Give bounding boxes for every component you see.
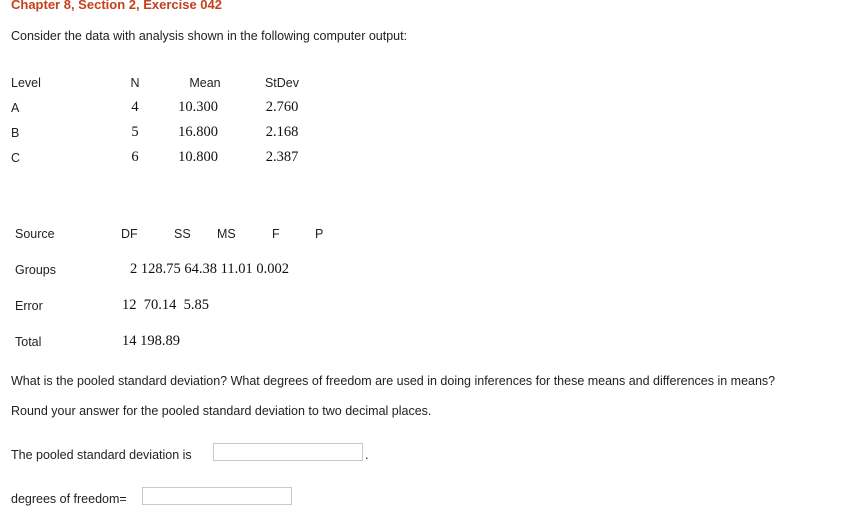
anova-header-p: P [315,227,324,241]
summary-header-n: N [130,76,140,90]
summary-row-n: 4 [131,99,139,115]
pooled-sd-input[interactable] [213,443,363,461]
anova-row-source: Groups [15,263,56,277]
anova-row-source: Error [15,299,43,313]
summary-row-n: 5 [131,124,139,140]
summary-row-stdev: 2.387 [265,149,299,165]
summary-header-level: Level [11,76,41,90]
summary-row-mean: 10.800 [178,149,218,165]
df-input[interactable] [142,487,292,505]
anova-header-source: Source [15,227,55,241]
summary-row-mean: 10.300 [178,99,218,115]
anova-header-f: F [272,227,280,241]
anova-row-source: Total [15,335,42,349]
anova-row-values: 12 70.14 5.85 [122,297,209,313]
question-instruction: Round your answer for the pooled standard deviation to two decimal places. [11,404,432,418]
anova-row-values: 2 128.75 64.38 11.01 0.002 [130,261,289,277]
pooled-sd-label: The pooled standard deviation is [11,448,192,462]
summary-row-stdev: 2.760 [265,99,299,115]
summary-row-level: A [11,101,20,115]
summary-row-level: B [11,126,20,140]
summary-row-n: 6 [131,149,139,165]
anova-header-df: DF [121,227,138,241]
df-label: degrees of freedom= [11,492,127,506]
summary-row-mean: 16.800 [178,124,218,140]
anova-row-values: 14 198.89 [122,333,180,349]
exercise-title: Chapter 8, Section 2, Exercise 042 [11,0,222,12]
anova-header-ms: MS [217,227,236,241]
summary-row-stdev: 2.168 [265,124,299,140]
question-intro: Consider the data with analysis shown in the following computer output: [11,29,408,43]
summary-header-stdev: StDev [264,76,300,90]
anova-header-ss: SS [174,227,191,241]
pooled-sd-period: . [365,448,369,462]
summary-row-level: C [11,151,21,165]
summary-header-mean: Mean [189,76,221,90]
question-prompt: What is the pooled standard deviation? What degrees of freedom are used in doing inferences for these means and differences in means? [11,374,776,388]
